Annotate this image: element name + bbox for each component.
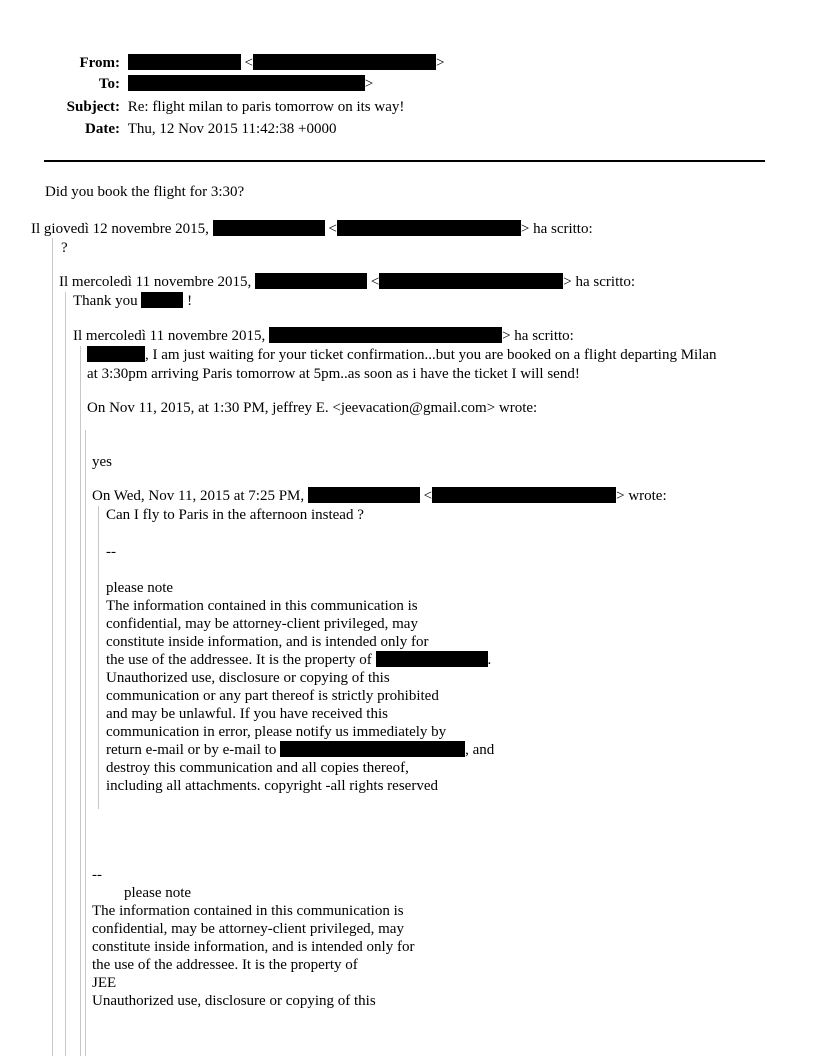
to-row (0, 75, 373, 93)
disclaimer-line-5: Unauthorized use, disclosure or copying of this (106, 670, 390, 686)
period: . (487, 652, 492, 668)
disclaimer-line-4-text: the use of the addressee. It is the property of (106, 652, 372, 668)
quote3-line1 (87, 346, 717, 364)
angle-open: < (423, 488, 433, 504)
date-text: Thu, 12 Nov 2015 11:42:38 +0000 (127, 121, 337, 137)
redacted-name (141, 292, 183, 308)
date-label: Date: (85, 121, 120, 137)
ha-scritto-text: ha scritto: (514, 328, 574, 344)
top-message: Did you book the flight for 3:30? (45, 184, 245, 200)
quote-bar-level-4 (85, 430, 86, 1056)
angle-open: < (244, 55, 253, 71)
quote-bar-level-5 (98, 506, 99, 809)
quote3-attribution (73, 327, 574, 345)
redacted-company (376, 651, 488, 667)
wrote-text: wrote: (628, 488, 667, 504)
signature2-please-note: please note (124, 885, 192, 901)
disclaimer-line-6: communication or any part thereof is strictly prohibited (106, 688, 439, 704)
quote2-attrib-text: Il mercoledì 11 novembre 2015, (59, 274, 252, 290)
from-label: From: (79, 55, 120, 71)
disclaimer-line-8: communication in error, please notify us immediately by (106, 724, 447, 740)
disclaimer-line-1: The information contained in this communication is (106, 598, 418, 614)
redacted-sender-email (253, 54, 436, 70)
angle-close: > (616, 488, 625, 504)
thanks-text: Thank you (73, 293, 138, 309)
quote1-text: ? (61, 240, 68, 256)
quote1-attrib-text: Il giovedì 12 novembre 2015, (31, 221, 209, 237)
signature-dash: -- (106, 544, 116, 560)
angle-open: < (370, 274, 380, 290)
quote2-thanks-line (73, 292, 192, 310)
disclaimer-line-3: constitute inside information, and is intended only for (106, 634, 429, 650)
quote-bar-level-1 (52, 238, 53, 1056)
redacted-email (280, 741, 465, 757)
quote3-attrib-text: Il mercoledì 11 novembre 2015, (73, 328, 266, 344)
angle-close: > (364, 76, 374, 92)
redacted-sender-name (128, 54, 241, 70)
redacted-name (308, 487, 420, 503)
quote4-yes: yes (92, 454, 112, 470)
quote3-line2: at 3:30pm arriving Paris tomorrow at 5pm..as soon as i have the ticket I will send! (87, 366, 580, 382)
ha-scritto-text: ha scritto: (533, 221, 593, 237)
quote-bar-level-2 (65, 292, 66, 1056)
quote2-attribution (59, 273, 635, 291)
signature2-line-3: constitute inside information, and is intended only for (92, 939, 415, 955)
disclaimer-line-9 (106, 741, 494, 759)
signature2-line-4: the use of the addressee. It is the property of (92, 957, 358, 973)
subject-label: Subject: (66, 99, 120, 115)
signature-please-note: please note (106, 580, 174, 596)
disclaimer-line-10: destroy this communication and all copies thereof, (106, 760, 409, 776)
redacted-name (213, 220, 325, 236)
disclaimer-line-7: and may be unlawful. If you have received this (106, 706, 388, 722)
angle-close: > (563, 274, 572, 290)
angle-open: < (328, 221, 337, 237)
ha-scritto-text: ha scritto: (575, 274, 636, 290)
subject-text: Re: flight milan to paris tomorrow on its way! (127, 99, 405, 115)
subject-row (0, 98, 404, 116)
signature2-dash: -- (92, 867, 102, 883)
quote5-attrib-text: On Wed, Nov 11, 2015 at 7:25 PM, (92, 488, 305, 504)
from-row (0, 54, 444, 72)
redacted-email (379, 273, 563, 289)
date-row (0, 120, 336, 138)
angle-close: > (520, 221, 530, 237)
quote4-attribution: On Nov 11, 2015, at 1:30 PM, jeffrey E. <jeevacation@gmail.com> wrote: (87, 400, 538, 416)
disclaimer-line-4 (106, 651, 491, 669)
redacted-name (87, 346, 145, 362)
quote5-attribution (92, 487, 667, 505)
redacted-email (337, 220, 521, 236)
and-text: , and (465, 742, 495, 758)
disclaimer-line-9-text: return e-mail or by e-mail to (106, 742, 277, 758)
quote-bar-level-3 (80, 346, 81, 1056)
quote5-question: Can I fly to Paris in the afternoon instead ? (106, 507, 364, 523)
signature2-line-5: Unauthorized use, disclosure or copying of this (92, 993, 376, 1009)
signature2-line-2: confidential, may be attorney-client privileged, may (92, 921, 404, 937)
redacted-name (255, 273, 367, 289)
redacted-email (432, 487, 616, 503)
signature2-line-1: The information contained in this communication is (92, 903, 404, 919)
angle-close: > (435, 55, 445, 71)
redacted-recipient (128, 75, 365, 91)
disclaimer-line-2: confidential, may be attorney-client privileged, may (106, 616, 418, 632)
redacted-sender (269, 327, 502, 343)
angle-close: > (502, 328, 511, 344)
disclaimer-line-11: including all attachments. copyright -all rights reserved (106, 778, 438, 794)
header-divider (44, 160, 765, 162)
quote1-attribution (31, 220, 593, 238)
exclamation: ! (187, 293, 193, 309)
quote3-line1-text: , I am just waiting for your ticket confirmation...but you are booked on a flight departing Milan (145, 347, 717, 363)
to-label: To: (98, 76, 120, 92)
signature2-owner: JEE (92, 975, 117, 991)
